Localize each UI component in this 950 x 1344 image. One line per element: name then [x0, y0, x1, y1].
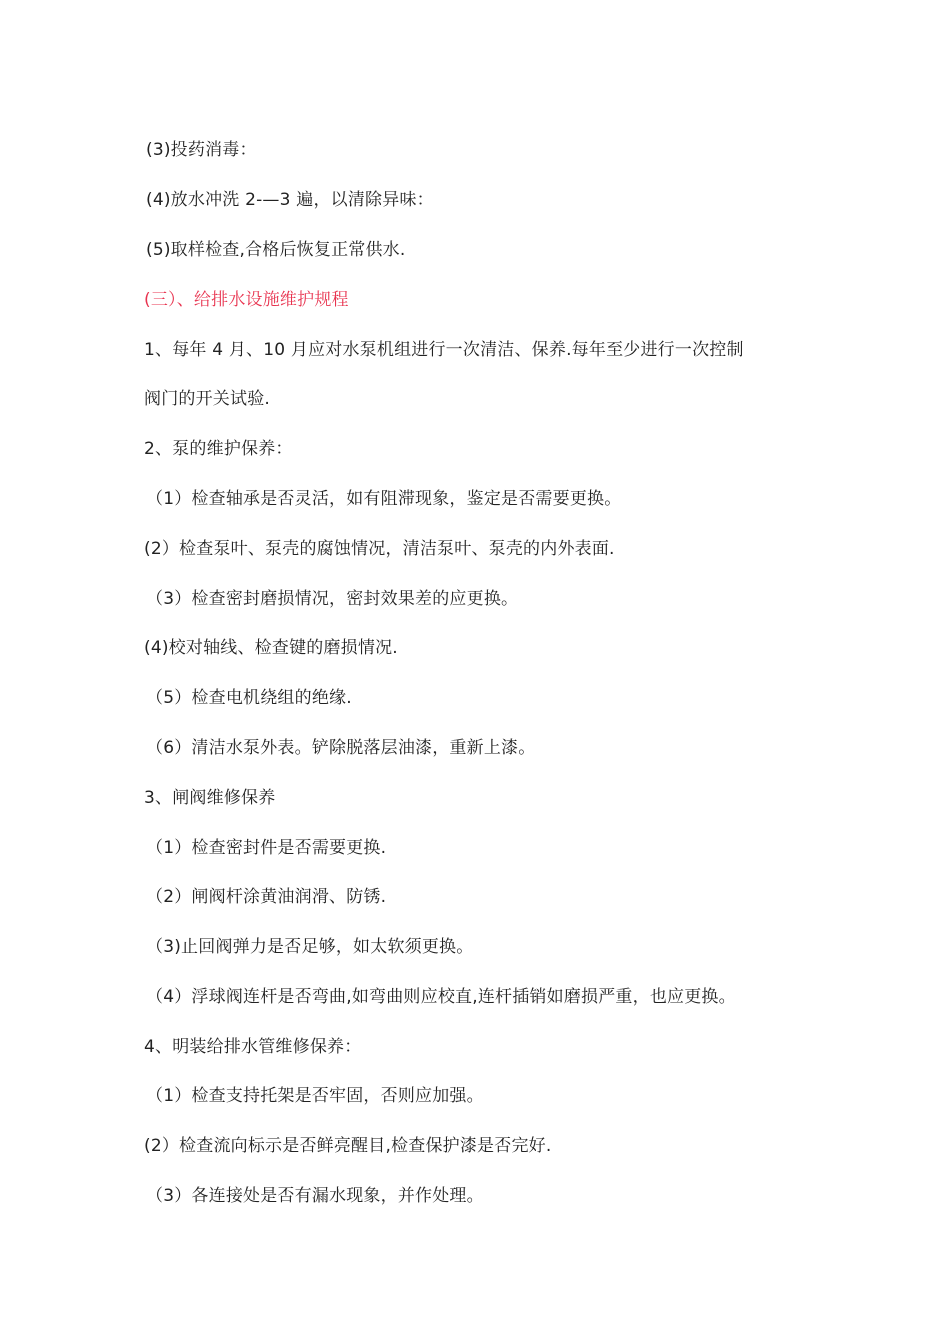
- text-line: 3、闸阀维修保养: [144, 788, 276, 808]
- text-line: （4）浮球阀连杆是否弯曲,如弯曲则应校直,连杆插销如磨损严重，也应更换。: [146, 987, 736, 1007]
- text-line: （6）清洁水泵外表。铲除脱落层油漆，重新上漆。: [146, 738, 536, 758]
- text-line: (2）检查流向标示是否鲜亮醒目,检查保护漆是否完好.: [144, 1136, 552, 1156]
- text-line: （2）闸阀杆涂黄油润滑、防锈.: [146, 887, 387, 907]
- section-heading: (三）、给排水设施维护规程: [144, 290, 349, 310]
- text-line: （3)止回阀弹力是否足够，如太软须更换。: [146, 937, 474, 957]
- text-line: 阀门的开关试验.: [144, 389, 271, 409]
- text-line: (3)投药消毒：: [146, 140, 257, 160]
- text-line: (4)校对轴线、检查键的磨损情况.: [144, 638, 398, 658]
- text-line: （3）检查密封磨损情况，密封效果差的应更换。: [146, 589, 519, 609]
- text-line: 4、明装给排水管维修保养：: [144, 1037, 362, 1057]
- text-line: （1）检查轴承是否灵活，如有阻滞现象，鉴定是否需要更换。: [146, 489, 622, 509]
- text-line: （1）检查密封件是否需要更换.: [146, 838, 387, 858]
- text-line: (5)取样检查,合格后恢复正常供水.: [146, 240, 406, 260]
- text-line: 1、每年 4 月、10 月应对水泵机组进行一次清洁、保养.每年至少进行一次控制: [144, 340, 744, 360]
- text-line: （3）各连接处是否有漏水现象，并作处理。: [146, 1186, 484, 1206]
- text-line: 2、泵的维护保养：: [144, 439, 293, 459]
- text-line: (4)放水冲洗 2-—3 遍，以清除异味：: [146, 190, 434, 210]
- text-line: （5）检查电机绕组的绝缘.: [146, 688, 352, 708]
- text-line: （1）检查支持托架是否牢固，否则应加强。: [146, 1086, 484, 1106]
- text-line: (2）检查泵叶、泵壳的腐蚀情况，清洁泵叶、泵壳的内外表面.: [144, 539, 615, 559]
